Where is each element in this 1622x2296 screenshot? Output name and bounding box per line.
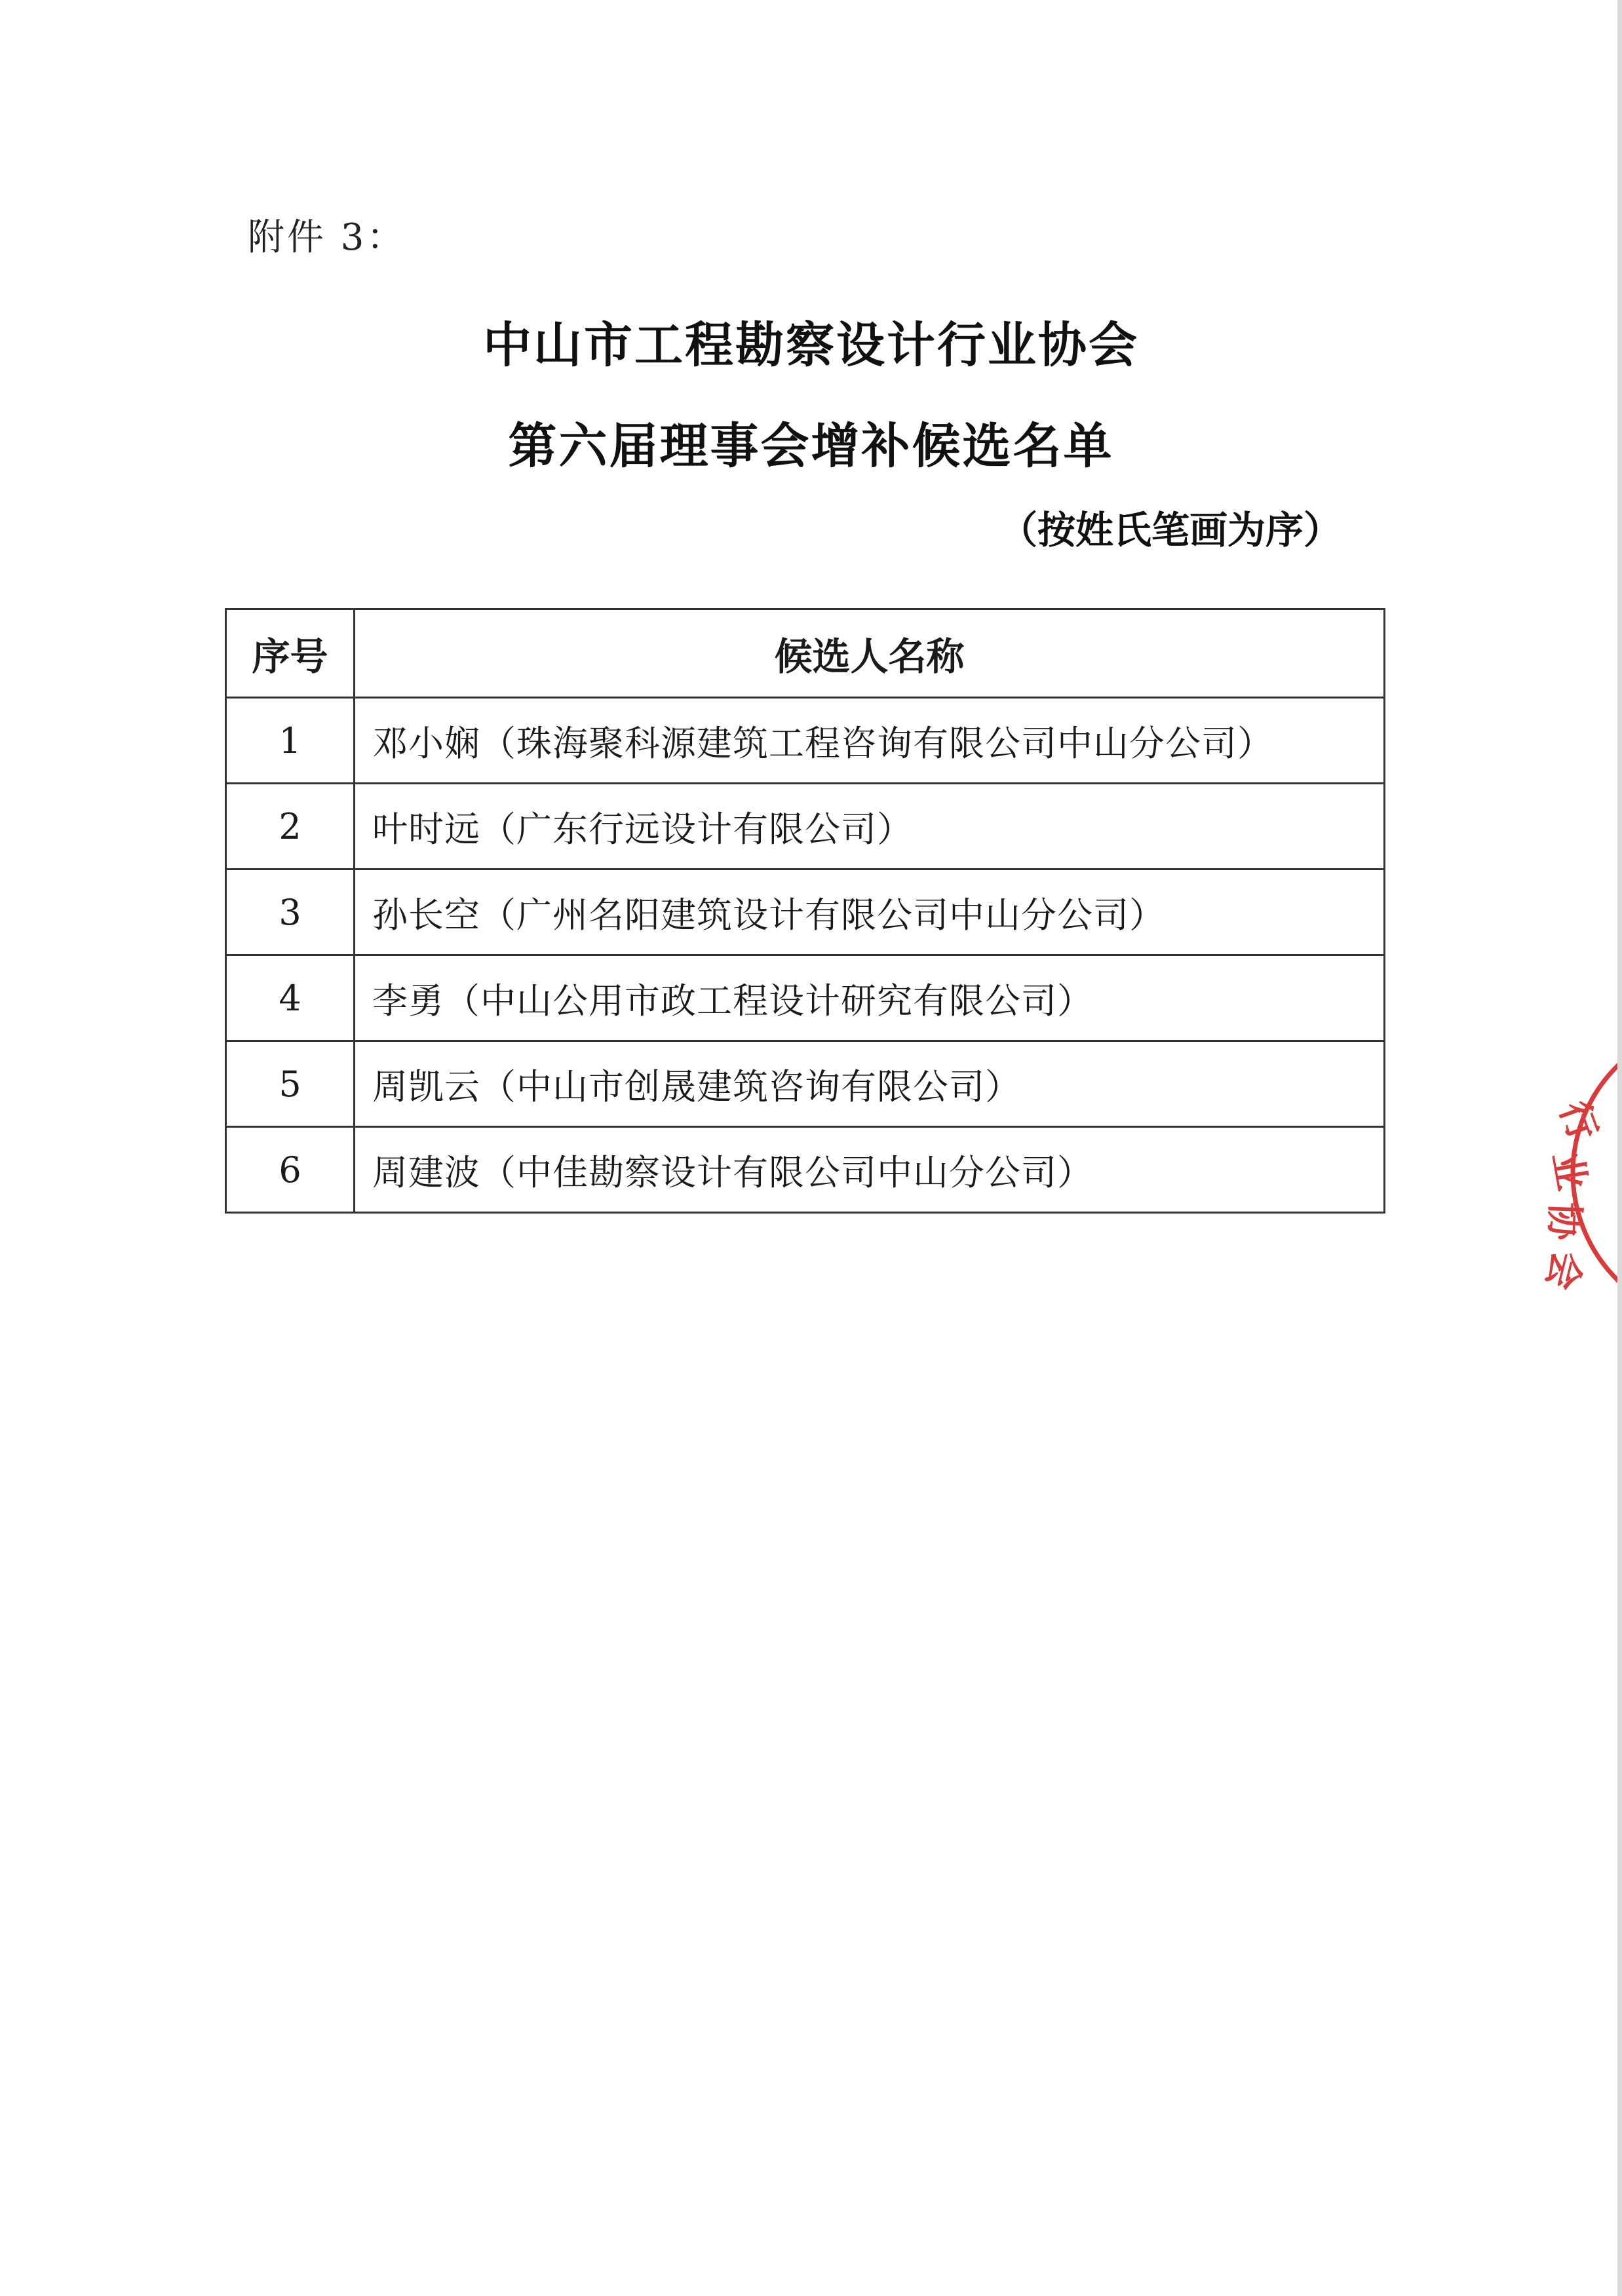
table-row (226, 1041, 1385, 1127)
order-note: （按姓氏笔画为序） (999, 508, 1342, 552)
row-number: 1 (226, 698, 355, 784)
table-row (226, 870, 1385, 955)
row-number: 5 (226, 1041, 355, 1127)
header-number: 序号 (226, 609, 355, 698)
seal-char: 协 (1541, 1201, 1587, 1241)
document-title-line1: 中山市工程勘察设计行业协会 (483, 317, 1139, 373)
red-seal-stamp (1527, 1009, 1622, 1337)
table-row (226, 784, 1385, 870)
document-title-line2: 第六届理事会增补候选名单 (508, 418, 1114, 474)
attachment-label: 附件 3： (248, 216, 406, 259)
candidate-name: 周凯云（中山市创晟建筑咨询有限公司） (355, 1041, 1385, 1127)
seal-char: 行 (1551, 1095, 1606, 1147)
seal-graphic (1527, 1009, 1622, 1337)
table-header-row (226, 609, 1385, 698)
candidate-name: 周建波（中佳勘察设计有限公司中山分公司） (355, 1127, 1385, 1213)
seal-char: 会 (1537, 1246, 1591, 1295)
candidate-table (225, 608, 1385, 1214)
row-number: 3 (226, 870, 355, 955)
row-number: 6 (226, 1127, 355, 1213)
candidate-name: 孙长空（广州名阳建筑设计有限公司中山分公司） (355, 870, 1385, 955)
table-row (226, 698, 1385, 784)
table-row (226, 955, 1385, 1041)
scan-edge (1617, 0, 1622, 2296)
candidate-name: 叶时远（广东行远设计有限公司） (355, 784, 1385, 870)
row-number: 4 (226, 955, 355, 1041)
table-row (226, 1127, 1385, 1213)
candidate-name: 邓小娴（珠海聚科源建筑工程咨询有限公司中山分公司） (355, 698, 1385, 784)
row-number: 2 (226, 784, 355, 870)
header-candidate-name: 候选人名称 (355, 609, 1385, 698)
seal-char: 业 (1544, 1148, 1595, 1194)
candidate-name: 李勇（中山公用市政工程设计研究有限公司） (355, 955, 1385, 1041)
